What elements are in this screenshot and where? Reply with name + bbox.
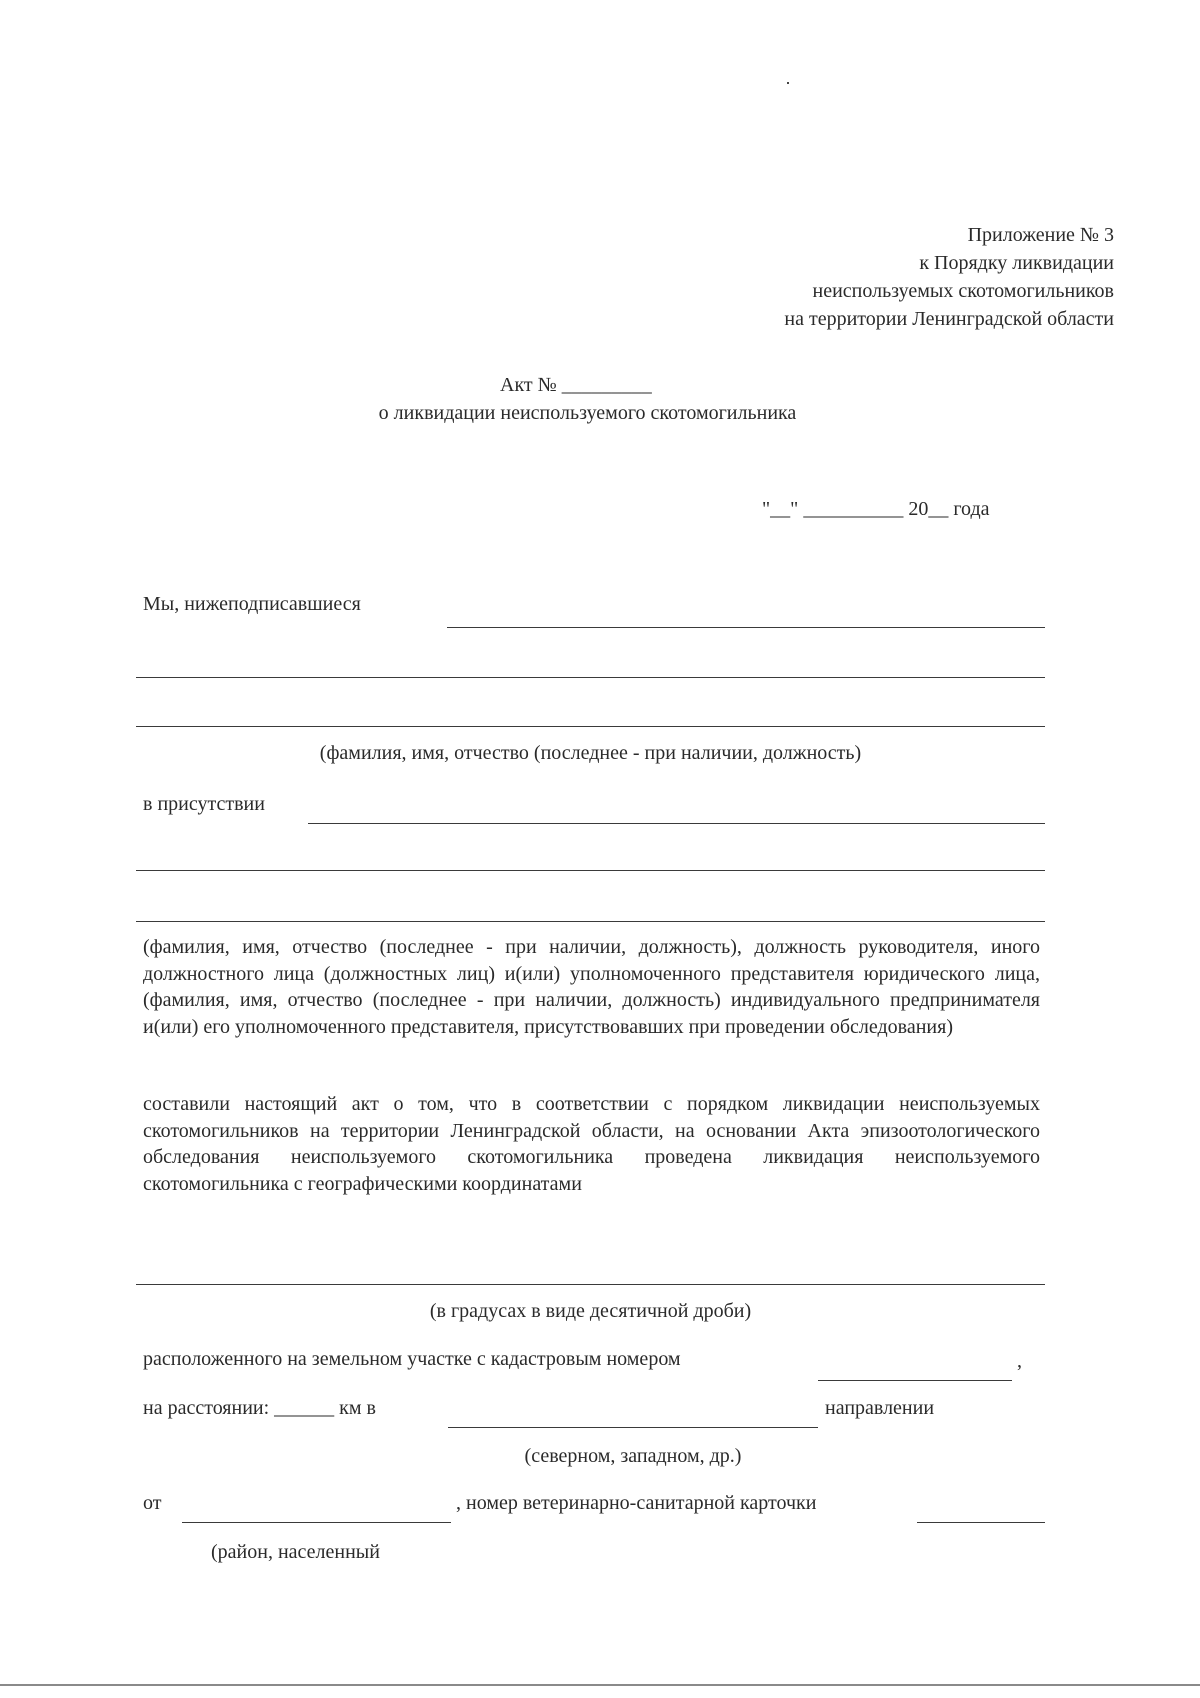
- direction-field-line[interactable]: [448, 1427, 818, 1428]
- appendix-subject: неиспользуемых скотомогильников: [812, 280, 1114, 302]
- signers-hint: (фамилия, имя, отчество (последнее - при наличии, должность): [319, 742, 862, 764]
- appendix-order-ref: к Порядку ликвидации: [919, 252, 1114, 274]
- coordinates-field-line[interactable]: [136, 1284, 1045, 1285]
- cadastral-comma: ,: [1017, 1350, 1022, 1372]
- direction-hint: (северном, западном, др.): [524, 1445, 742, 1467]
- presence-field-line-3[interactable]: [136, 921, 1045, 922]
- act-date: "__" __________ 20__ года: [762, 498, 990, 520]
- from-place-field-line[interactable]: [182, 1522, 451, 1523]
- signers-field-line-1[interactable]: [447, 627, 1045, 628]
- from-label: от: [143, 1492, 162, 1514]
- direction-label: направлении: [825, 1397, 935, 1419]
- presence-field-line-1[interactable]: [308, 823, 1045, 824]
- act-number-title: Акт № _________: [500, 374, 652, 396]
- cadastral-label: расположенного на земельном участке с кадастровым номером: [143, 1348, 681, 1370]
- act-body-paragraph: составили настоящий акт о том, что в соответствии с порядком ликвидации неиспользуемых скотомогильников на территории Ленинградской области, на основании Акта эпизоотологического обследования неиспользуемого скотомогильника проведена ликвидация неиспользуемого скотомогильника с географическими координатами: [143, 1093, 1040, 1195]
- cadastral-number-field-line[interactable]: [818, 1380, 1012, 1381]
- vet-card-label: , номер ветеринарно-санитарной карточки: [456, 1492, 817, 1514]
- distance-label: на расстоянии: ______ км в: [143, 1397, 376, 1419]
- signers-field-line-3[interactable]: [136, 726, 1045, 727]
- presence-field-line-2[interactable]: [136, 870, 1045, 871]
- coordinates-hint: (в градусах в виде десятичной дроби): [429, 1300, 752, 1322]
- presence-hint: (фамилия, имя, отчество (последнее - при наличии, должность), должность руководителя, иного должностного лица (должностных лиц) и(или) уполномоченного представителя юридического лица, (фамилия, имя, отчество (последнее - при наличии, должность) индивидуального предпринимателя и(или) его уполномоченного представителя, присутствовавших при проведении обследования): [143, 936, 1040, 1038]
- act-subtitle: о ликвидации неиспользуемого скотомогильника: [378, 402, 797, 424]
- scan-speck: [787, 82, 789, 84]
- presence-label: в присутствии: [143, 793, 265, 815]
- page-bottom-edge: [0, 1684, 1200, 1686]
- from-place-hint: (район, населенный: [211, 1541, 380, 1563]
- signers-label: Мы, нижеподписавшиеся: [143, 593, 361, 615]
- appendix-number: Приложение № 3: [967, 224, 1114, 246]
- vet-card-number-field-line[interactable]: [917, 1522, 1045, 1523]
- signers-field-line-2[interactable]: [136, 677, 1045, 678]
- appendix-region: на территории Ленинградской области: [784, 308, 1114, 330]
